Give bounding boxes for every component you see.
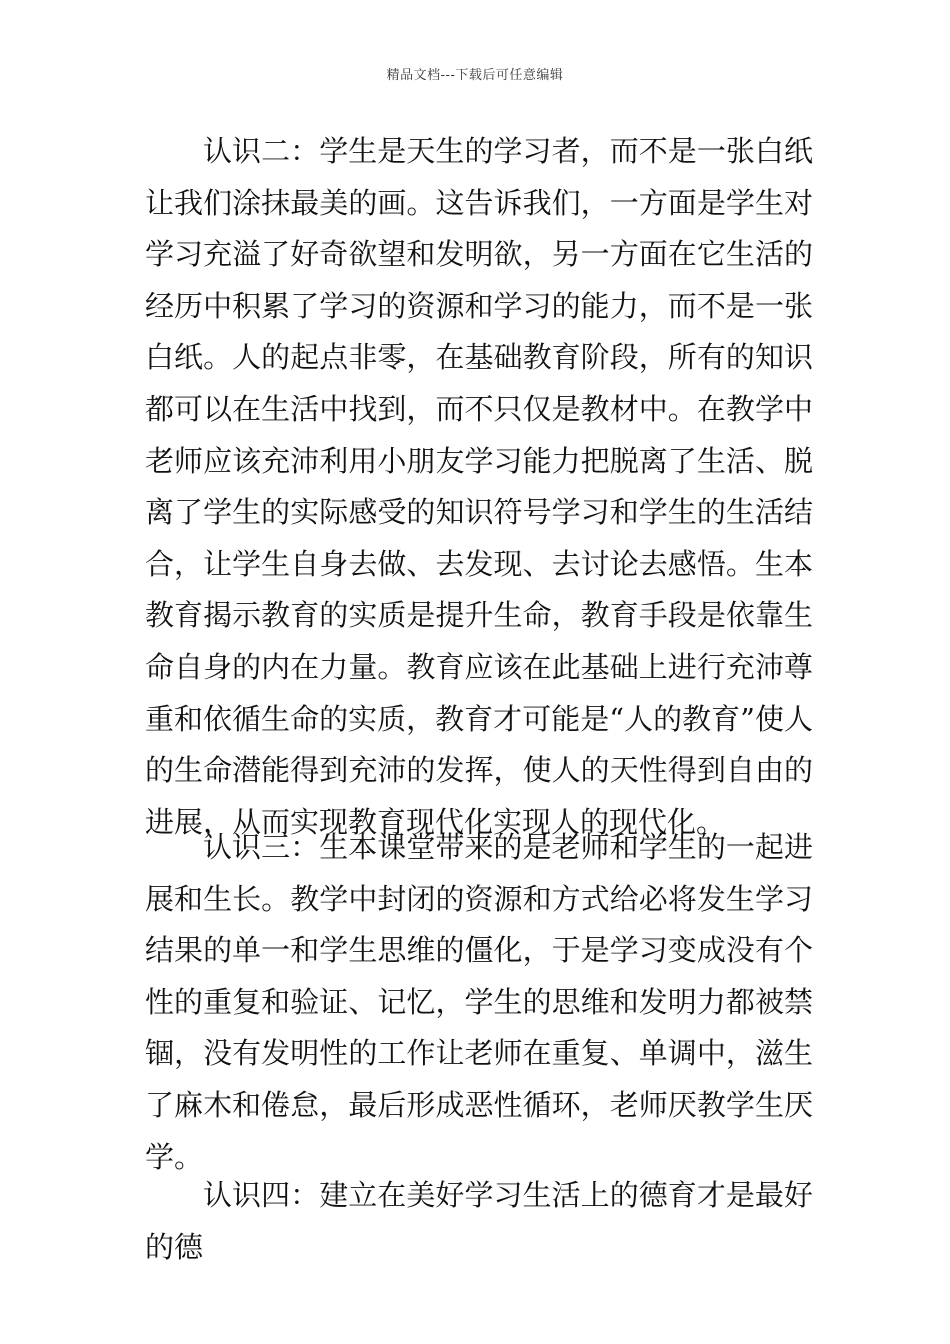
- page-header: 精品文档---下载后可任意编辑: [386, 68, 564, 83]
- paragraph-recognition-two: 认识二：学生是天生的学习者，而不是一张白纸让我们涂抹最美的画。这告诉我们，一方面是学生对学习充溢了好奇欲望和发明欲，另一方面在它生活的经历中积累了学习的资源和学习的能力，而不是一张白纸。人的起点非零，在基础教育阶段，所有的知识都可以在生活中找到，而不只仅是教材中。在教学中老师应该充沛利用小朋友学习能力把脱离了生活、脱离了学生的实际感受的知识符号学习和学生的生活结合，让学生自身去做、去发现、去讨论去感悟。生本教育揭示教育的实质是提升生命，教育手段是依靠生命自身的内在力量。教育应该在此基础上进行充沛尊重和依循生命的实质，教育才可能是“人的教育”使人的生命潜能得到充沛的发挥，使人的天性得到自由的进展，从而实现教育现代化实现人的现代化。: [145, 134, 813, 839]
- paragraph-recognition-three: 认识三：生本课堂带来的是老师和学生的一起进展和生长。教学中封闭的资源和方式给必将发生学习结果的单一和学生思维的僵化，于是学习变成没有个性的重复和验证、记忆，学生的思维和发明力都被禁锢，没有发明性的工作让老师在重复、单调中，滋生了麻木和倦怠，最后形成恶性循环，老师厌教学生厌学。: [145, 830, 813, 1174]
- paragraph-recognition-four: 认识四：建立在美好学习生活上的德育才是最好的德: [145, 1178, 813, 1264]
